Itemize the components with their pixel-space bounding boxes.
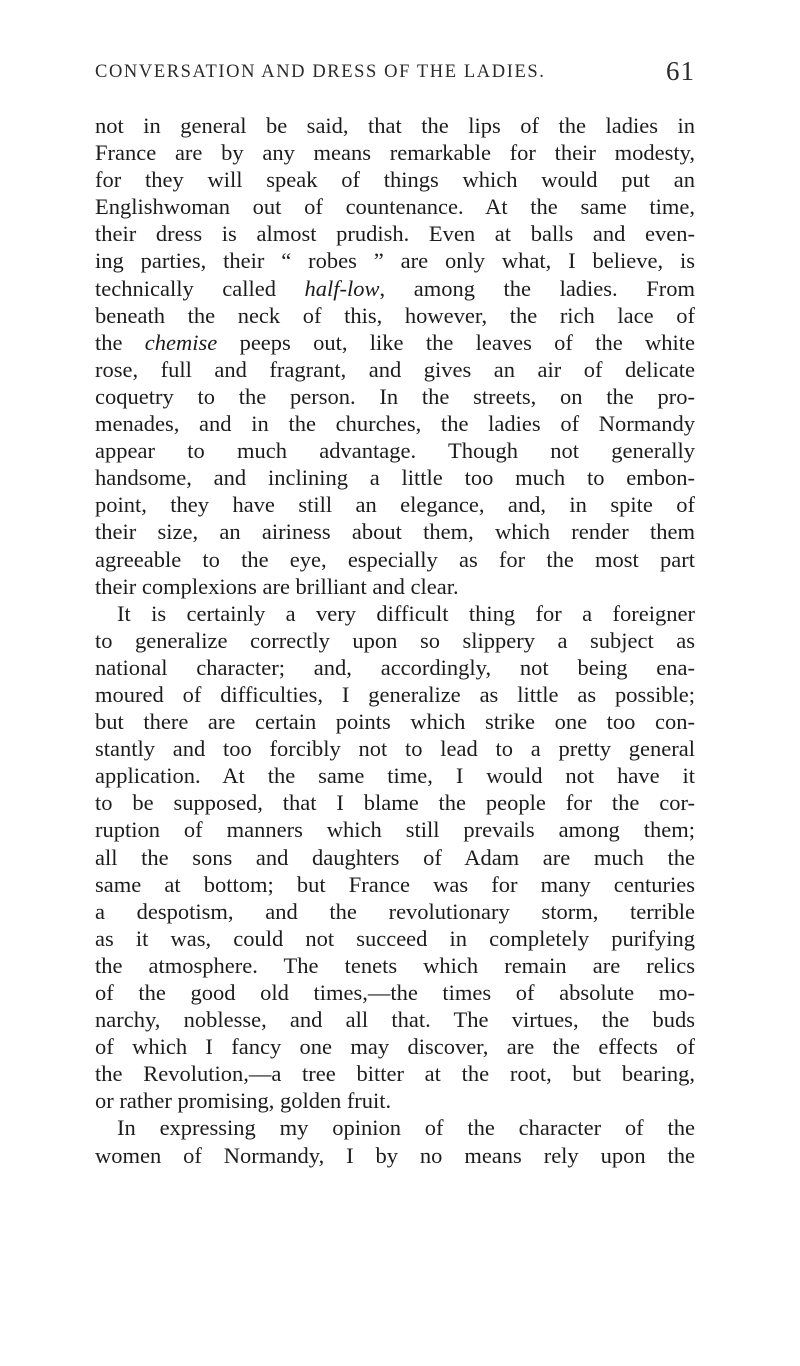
text-segment: the bbox=[95, 329, 145, 355]
text-line bbox=[95, 329, 695, 356]
paragraph-start-line: It is certainly a very difficult thing for a foreigner bbox=[117, 600, 695, 626]
text-line: not in general be said, that the lips of the ladies in bbox=[95, 113, 695, 138]
text-line: menades, and in the churches, the ladies of Normandy bbox=[95, 411, 695, 437]
text-segment: peeps out, like the leaves of the white bbox=[217, 329, 695, 355]
text-segment: , among the ladies. From bbox=[379, 275, 695, 301]
page-number: 61 bbox=[666, 56, 695, 86]
text-line: a despotism, and the revolutionary storm, terrible bbox=[95, 898, 695, 924]
text-line: their size, an airiness about them, which render them bbox=[95, 519, 695, 545]
italic-term: half-low bbox=[304, 275, 380, 301]
text-line: moured of difficulties, I generalize as little as possible; bbox=[95, 681, 695, 707]
text-line: their dress is almost prudish. Even at balls and even- bbox=[95, 221, 695, 247]
text-line: as it was, could not succeed in completely purifying bbox=[95, 925, 695, 951]
text-line: stantly and too forcibly not to lead to a pretty general bbox=[95, 736, 695, 762]
text-line: coquetry to the person. In the streets, on the pro- bbox=[95, 383, 695, 409]
text-line: all the sons and daughters of Adam are much the bbox=[95, 844, 695, 870]
paragraph-end-line: their complexions are brilliant and clear. bbox=[95, 573, 459, 599]
text-line: but there are certain points which strike one too con- bbox=[95, 709, 695, 735]
text-line: the Revolution,—a tree bitter at the root, but bearing, bbox=[95, 1061, 695, 1087]
text-line: point, they have still an elegance, and, in spite of bbox=[95, 492, 695, 518]
text-line: same at bottom; but France was for many centuries bbox=[95, 871, 695, 897]
text-line: narchy, noblesse, and all that. The virtues, the buds bbox=[95, 1007, 695, 1033]
running-head bbox=[95, 58, 695, 88]
italic-term: chemise bbox=[144, 329, 218, 355]
running-title: CONVERSATION AND DRESS OF THE LADIES. bbox=[95, 62, 546, 82]
text-line: national character; and, accordingly, not being ena- bbox=[95, 654, 695, 680]
text-line: women of Normandy, I by no means rely upon the bbox=[95, 1142, 695, 1168]
text-line: to be supposed, that I blame the people for the cor- bbox=[95, 790, 695, 816]
text-line: handsome, and inclining a little too much to embon- bbox=[95, 465, 695, 491]
text-line: to generalize correctly upon so slippery a subject as bbox=[95, 627, 695, 653]
text-line: Englishwoman out of countenance. At the same time, bbox=[95, 194, 695, 220]
text-line bbox=[95, 275, 695, 302]
text-line: ing parties, their “ robes ” are only what, I believe, is bbox=[95, 248, 695, 274]
paragraph-end-line: or rather promising, golden fruit. bbox=[95, 1088, 392, 1114]
text-line: appear to much advantage. Though not generally bbox=[95, 438, 695, 464]
page-body bbox=[95, 112, 695, 1169]
text-line: beneath the neck of this, however, the rich lace of bbox=[95, 302, 695, 328]
text-line: for they will speak of things which would put an bbox=[95, 167, 695, 193]
text-line: France are by any means remarkable for their modesty, bbox=[95, 140, 695, 166]
text-line: of which I fancy one may discover, are the effects of bbox=[95, 1034, 695, 1060]
text-line: rose, full and fragrant, and gives an air of delicate bbox=[95, 356, 695, 382]
text-line: application. At the same time, I would not have it bbox=[95, 763, 695, 789]
text-segment: technically called bbox=[95, 275, 305, 301]
paragraph-start-line: In expressing my opinion of the character of the bbox=[117, 1115, 695, 1141]
text-line: the atmosphere. The tenets which remain are relics bbox=[95, 952, 695, 978]
text-line: ruption of manners which still prevails among them; bbox=[95, 817, 695, 843]
text-line: of the good old times,—the times of absolute mo- bbox=[95, 980, 695, 1005]
text-line: agreeable to the eye, especially as for the most part bbox=[95, 546, 695, 572]
